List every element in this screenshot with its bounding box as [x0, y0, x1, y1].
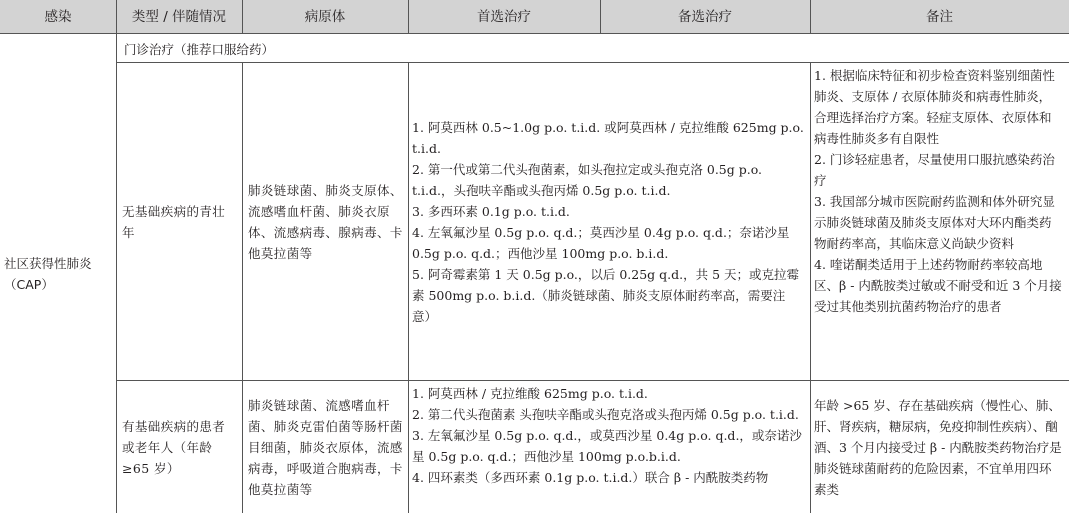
- rule-col-2-header: [242, 0, 243, 34]
- header-type: 类型 / 伴随情况: [116, 0, 242, 34]
- rule-col-2: [242, 62, 243, 513]
- row-1-notes: 1. 根据临床特征和初步检查资料鉴别细菌性肺炎、支原体 / 衣原体肺炎和病毒性肺炎，合理选择治疗方案。轻症支原体、衣原体和病毒性肺炎多有自限性 2. 门诊轻症患者，尽量使用口服抗感染药治疗 3. 我国部分城市医院耐药监测和体外研究显示肺炎链球菌及肺炎支原体对大环内酯类药物耐药率高，其临床意义尚缺少资料 4. 喹诺酮类适用于上述药物耐药率较高地区、β - 内酰胺类过敏或不耐受和近 3 个月接受过其他类别抗菌药物治疗的患者: [814, 68, 1062, 314]
- rule-row-divider: [116, 380, 1069, 381]
- header-pathogen: 病原体: [242, 0, 408, 34]
- header-first-choice: 首选治疗: [408, 0, 600, 34]
- row-2-type: 有基础疾病的患者或老年人（年龄≥65 岁）: [122, 418, 226, 476]
- row-1-treatment: 1. 阿莫西林 0.5~1.0g p.o. t.i.d. 或阿莫西林 / 克拉维酸 625mg p.o. t.i.d. 2. 第一代或第二代头孢菌素，如头孢拉定或头孢克洛 0.5g p.o. t.i.d.，头孢呋辛酯或头孢丙烯 0.5g p.o. t.i.d. 3. 多西环素 0.1g p.o. t.i.d. 4. 左氧氟沙星 0.5g p.o. q.d.；莫西沙星 0.4g p.o. q.d.；奈诺沙星 0.5g p.o. q.d.；西他沙星 100mg p.o. b.i.d. 5. 阿奇霉素第 1 天 0.5g p.o.，以后 0.25g q.d.，共 5 天；或克拉霉素 500mg p.o. b.i.d.（肺炎链球菌、肺炎支原体耐药率高，需要注意）: [412, 120, 804, 324]
- rule-col-1: [116, 0, 117, 513]
- section-title: 门诊治疗（推荐口服给药）: [124, 41, 275, 57]
- row-1-type: 无基础疾病的青壮年: [122, 204, 226, 240]
- row-2-notes: 年龄 >65 岁、存在基础疾病（慢性心、肺、肝、肾疾病，糖尿病，免疫抑制性疾病）、酗酒、3 个月内接受过 β - 内酰胺类药物治疗是肺炎链球菌耐药的危险因素，不宜单用四环素类: [814, 397, 1062, 497]
- row-2-treatment: 1. 阿莫西林 / 克拉维酸 625mg p.o. t.i.d. 2. 第二代头孢菌素 头孢呋辛酯或头孢克洛或头孢丙烯 0.5g p.o. t.i.d. 3. 左氧氟沙星 0.5g p.o. q.d.，或莫西沙星 0.4g p.o. q.d.，或奈诺沙星 0.5g p.o. q.d.；西他沙星 100mg p.o.b.i.d. 4. 四环素类（多西环素 0.1g p.o. t.i.d.）联合 β - 内酰胺类药物: [412, 386, 802, 485]
- rule-section-bottom: [116, 62, 1069, 63]
- row-1-pathogen: 肺炎链球菌、肺炎支原体、流感嗜血杆菌、肺炎衣原体、流感病毒、腺病毒、卡他莫拉菌等: [248, 183, 403, 261]
- header-infection: 感染: [0, 0, 116, 34]
- rule-header-bottom: [0, 33, 1069, 34]
- rule-col-3-header: [408, 0, 409, 34]
- header-alternative: 备选治疗: [600, 0, 810, 34]
- rule-col-5: [810, 62, 811, 513]
- header-notes: 备注: [810, 0, 1069, 34]
- rule-col-4-header: [600, 0, 601, 34]
- rule-col-3: [408, 62, 409, 513]
- infection-name: 社区获得性肺炎 （CAP）: [4, 255, 92, 292]
- rule-col-5-header: [810, 0, 811, 34]
- row-2-pathogen: 肺炎链球菌、流感嗜血杆菌、肺炎克雷伯菌等肠杆菌目细菌，肺炎衣原体，流感病毒，呼吸道合胞病毒，卡他莫拉菌等: [248, 397, 403, 497]
